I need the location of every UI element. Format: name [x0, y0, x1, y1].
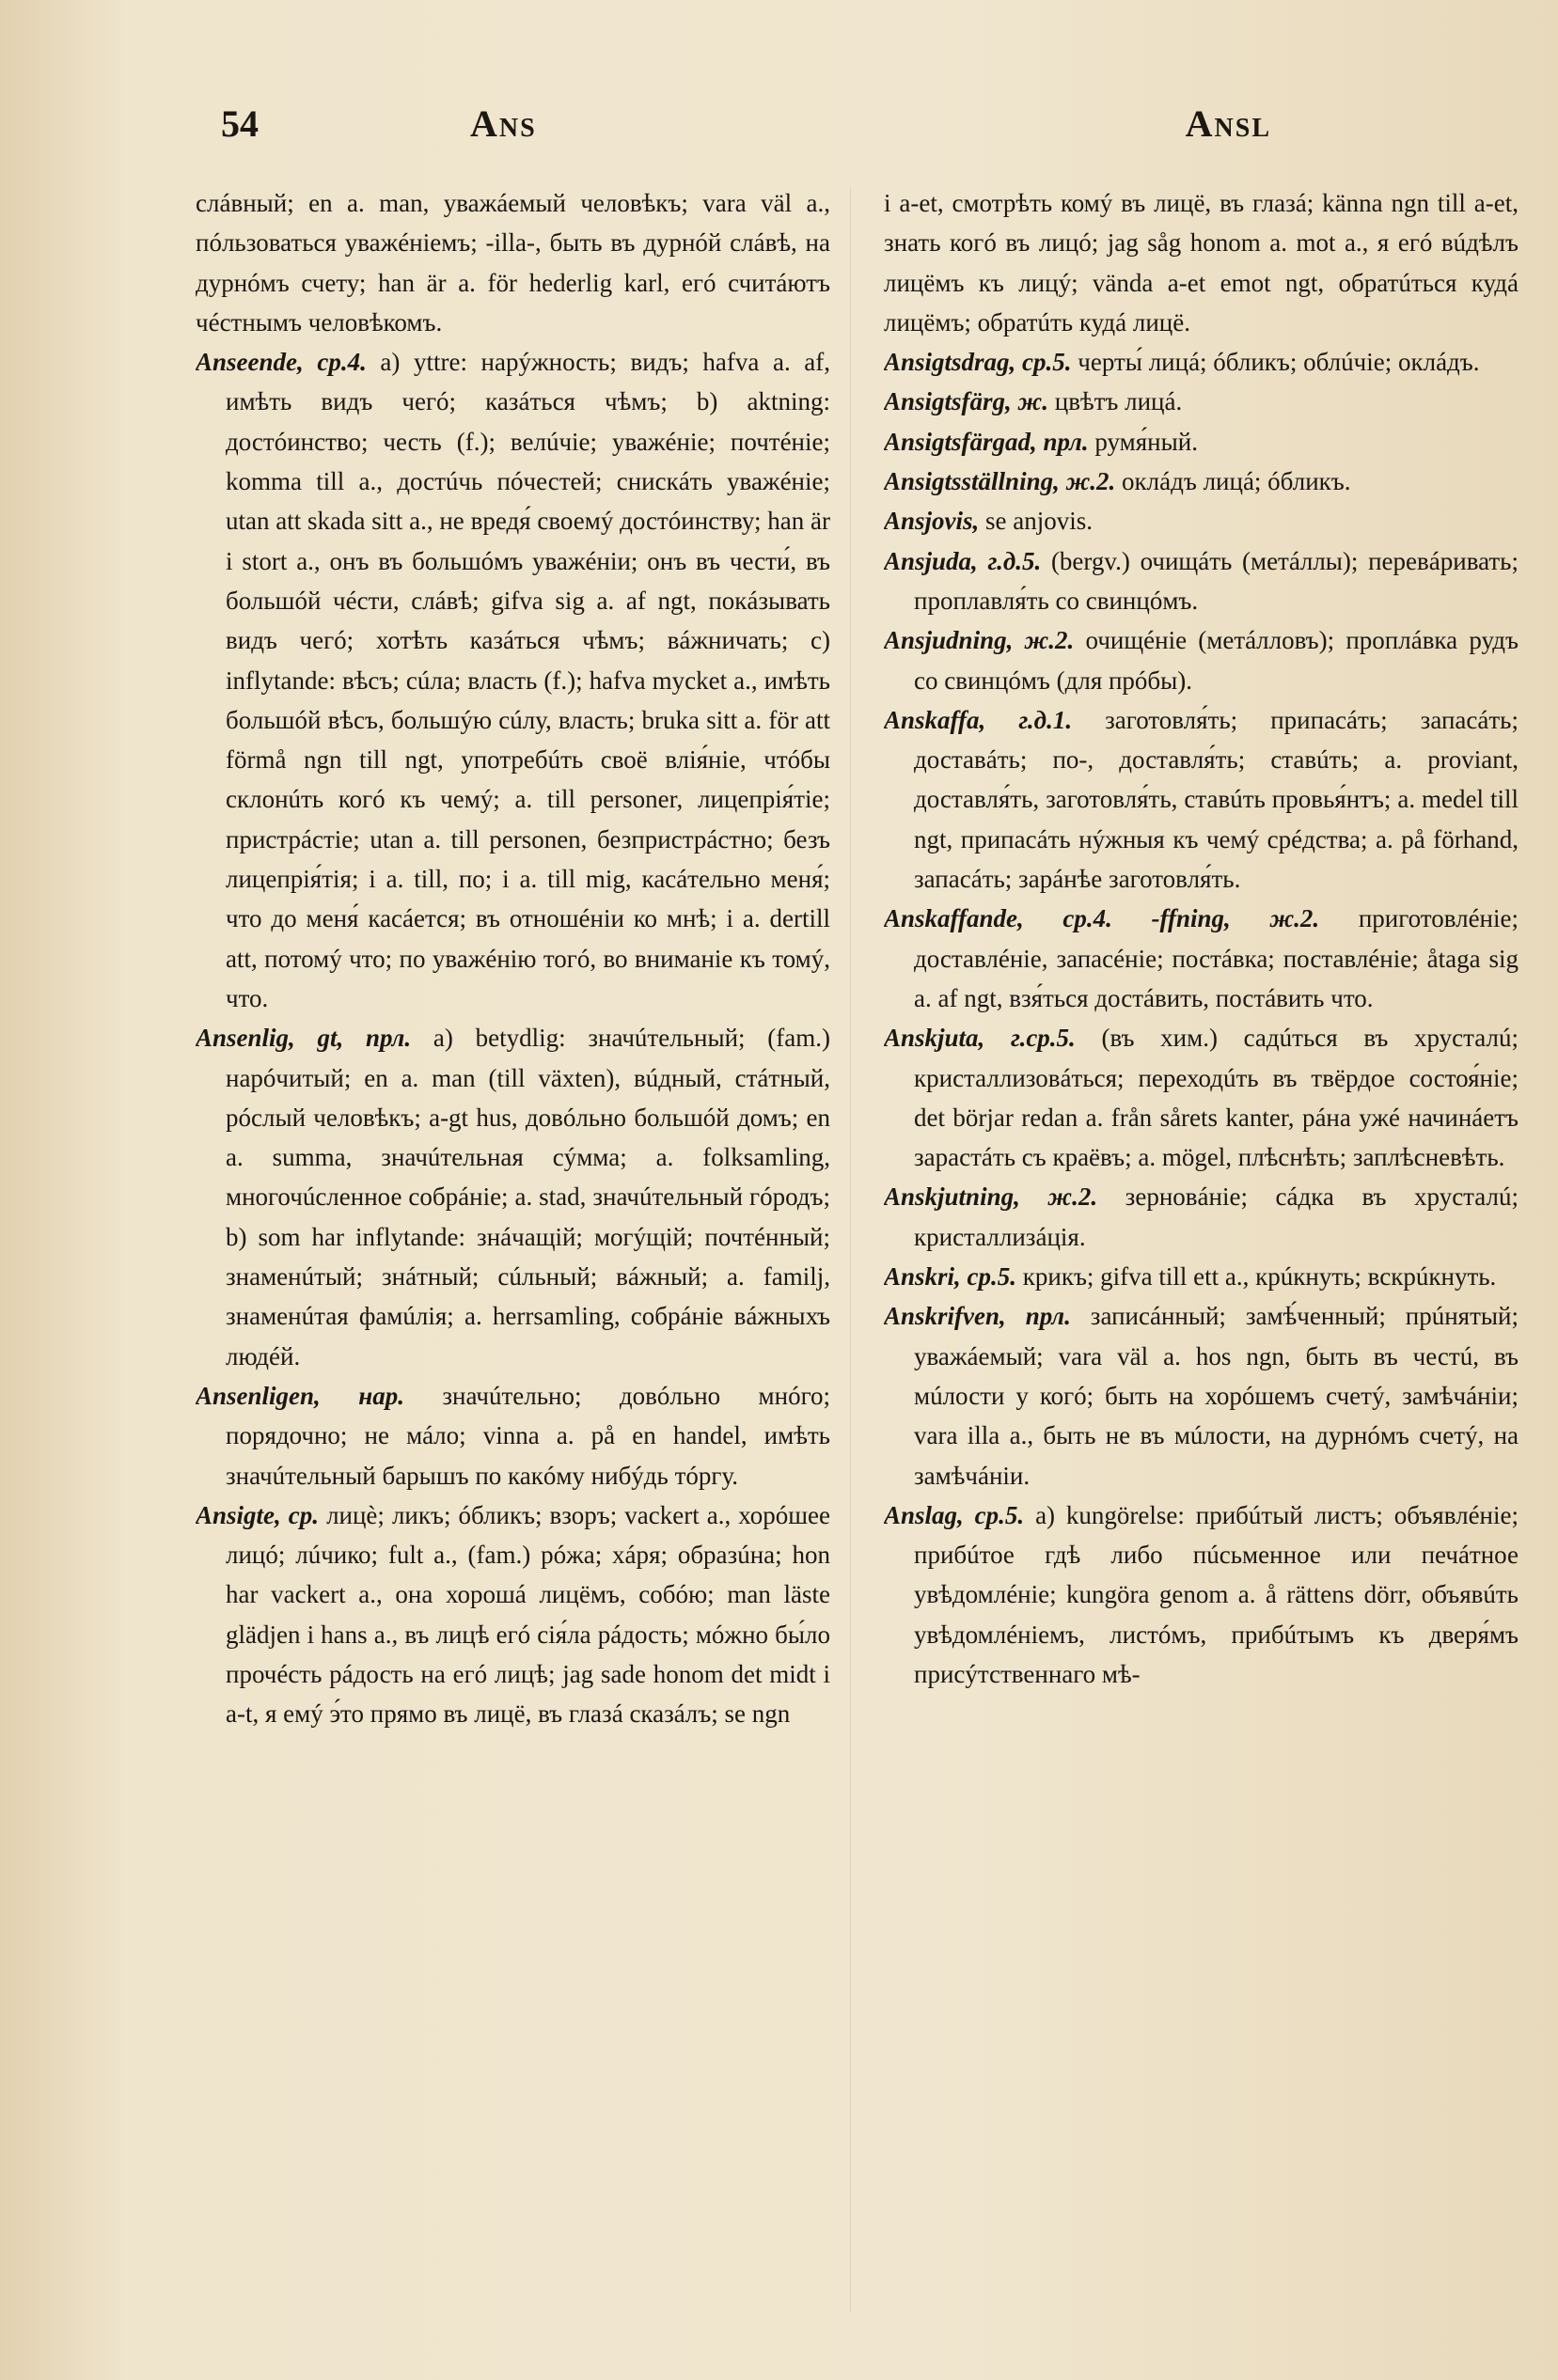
entry-headword: Anskjutning, ж.2. — [884, 1182, 1098, 1212]
dictionary-entry — [884, 501, 1519, 540]
entry-headword: Ansigtsdrag, ср.5. — [884, 348, 1072, 377]
entry-text: записáнный; замѣ́ченный; прúнятый; уважáемый; vara väl a. hos ngn, быть въ честú, въ мúлости у когó; быть на хорóшемъ счетý, замѣчáніи; vara illa a., быть не въ мúлости, на дурнóмъ счетý, на замѣчáніи. — [914, 1302, 1519, 1490]
entry-text: зерновáніе; сáдка въ хрусталú; кристаллизáція. — [914, 1182, 1519, 1251]
entry-text: лицѐ; ликъ; óбликъ; взоръ; vackert a., хорóшее лицó; лúчико; fult a., (fam.) рóжа; хáря; образúна; hon har vackert a., она хорошá лицёмъ, собóю; man läste glädjen i hans a., въ лицѣ егó сія́ла рáдость; мóжно бы́ло прочéсть рáдость на егó лицѣ; jag sade honom det midt i a-t, я емý э́то прямо въ лицё, въ глазá сказáлъ; se ngn — [226, 1500, 830, 1729]
dictionary-entry — [884, 1177, 1519, 1257]
entry-text: цвѣтъ лицá. — [1054, 387, 1183, 416]
dictionary-entry — [884, 183, 1519, 342]
entry-text: a) kungörelse: прибúтый листъ; объявлéніе; прибúтое гдѣ либо пúсьменное или печáтное увѣдомлéніе; kungöra genom a. å rättens dörr, объявúть увѣдомлéніемъ, листóмъ, прибúтымъ къ дверя́мъ присýтственнаго мѣ- — [914, 1500, 1519, 1688]
entry-headword: Ansigtsfärg, ж. — [884, 387, 1048, 416]
dictionary-entry — [884, 620, 1519, 700]
dictionary-entry — [884, 462, 1519, 501]
entry-headword: Anseende, ср.4. — [196, 348, 367, 377]
entry-text: заготовля́ть; припасáть; запасáть; доставáть; по-, доставля́ть; ставúть; a. proviant, доставля́ть, заготовля́ть, ставúть провья́нтъ; a. medel till ngt, припасáть нýжныя къ чемý срéдства; a. på förhand, запасáть; зарáнѣе заготовля́ть. — [914, 705, 1519, 894]
entry-text: очищéніе (метáлловъ); проплáвка рудъ со свинцóмъ (для прóбы). — [914, 626, 1519, 695]
dictionary-entry — [884, 382, 1519, 421]
page-number: 54 — [221, 102, 259, 145]
dictionary-entry — [884, 342, 1519, 382]
dictionary-entry — [884, 1296, 1519, 1495]
entry-headword: Anskaffande, ср.4. -ffning, ж.2. — [884, 904, 1320, 933]
dictionary-entry — [884, 1495, 1519, 1694]
entry-text: слáвный; en a. man, уважáемый человѣкъ; vara väl a., пóльзоваться уважéніемъ; -illa-, быть въ дурнóй слáвѣ, на дурнóмъ счету; han är a. för hederlig karl, егó считáютъ чéстнымъ человѣкомъ. — [196, 189, 830, 337]
dictionary-entry — [884, 1257, 1519, 1296]
dictionary-entry — [196, 1018, 830, 1376]
column-divider — [850, 188, 851, 2312]
left-running-headword: Ans — [470, 102, 537, 145]
dictionary-entry — [884, 700, 1519, 899]
entry-text: приготовлéніе; доставлéніе, запасéніе; постáвка; поставлéніе; åtaga sig a. af ngt, взя́ться достáвить, постáвить что. — [914, 904, 1519, 1012]
entry-headword: Ansigtsställning, ж.2. — [884, 467, 1116, 496]
dictionary-entry — [196, 1376, 830, 1495]
entry-text: a) betydlig: значúтельный; (fam.) нарóчитый; en a. man (till växten), вúдный, стáтный, рóслый человѣкъ; a-gt hus, довóльно большóй домъ; en a. summa, значúтельная сýмма; a. folksamling, многочúсленное собрáніе; a. stad, значúтельный гóродъ; b) som har inflytande: знáчащій; могýщій; почтéнный; знаменúтый; знáтный; сúльный; вáжный; a. familj, знаменúтая фамúлія; a. herrsamling, собрáніе вáжныхъ людéй. — [226, 1024, 830, 1370]
page-header — [221, 102, 1271, 158]
entry-headword: Anskrifven, прл. — [884, 1302, 1071, 1331]
left-column — [196, 183, 830, 2324]
dictionary-entry — [884, 1018, 1519, 1177]
dictionary-entry — [884, 541, 1519, 621]
entry-headword: Anskaffa, г.д.1. — [884, 705, 1073, 734]
right-running-headword: Ansl — [1185, 102, 1271, 145]
dictionary-entry — [196, 183, 830, 342]
entry-text: i a-et, смотрѣть комý въ лицё, въ глазá; känna ngn till a-et, знать когó въ лицó; jag såg honom a. mot a., я егó вúдѣлъ лицёмъ къ лицý; vända a-et emot ngt, обратúться кудá лицёмъ; обратúть кудá лицё. — [884, 189, 1519, 337]
entry-text: крикъ; gifva till ett a., крúкнуть; вскрúкнуть. — [1022, 1262, 1497, 1292]
entry-headword: Anslag, ср.5. — [884, 1500, 1025, 1529]
entry-headword: Anskri, ср.5. — [884, 1262, 1017, 1292]
entry-text: черты́ лицá; óбликъ; облúчіе; оклáдъ. — [1078, 348, 1480, 377]
entry-text: (въ хим.) садúться въ хрусталú; кристаллизовáться; переходúть въ твёрдое состоя́ніе; det börjar redan a. från sårets kanter, рáна ужé начинáетъ зарастáть съ краёвъ; a. mögel, плѣснѣть; заплѣсневѣть. — [914, 1024, 1519, 1172]
dictionary-entry — [884, 899, 1519, 1018]
dictionary-entry — [196, 1495, 830, 1734]
entry-text: румя́ный. — [1094, 427, 1198, 456]
entry-headword: Ansenligen, нар. — [196, 1381, 404, 1410]
entry-headword: Anskjuta, г.ср.5. — [884, 1024, 1076, 1053]
entry-headword: Ansigtsfärgad, прл. — [884, 427, 1089, 456]
entry-text: оклáдъ лицá; óбликъ. — [1122, 467, 1351, 496]
dictionary-entry — [884, 422, 1519, 462]
entry-text: значúтельно; довóльно мнóго; порядочно; не мáло; vinna a. på en handel, имѣть значúтельный барышъ по какóму нибýдь тóргу. — [226, 1381, 830, 1490]
entry-headword: Ansjovis, — [884, 507, 980, 536]
entry-headword: Ansjuda, г.д.5. — [884, 546, 1042, 575]
right-column — [884, 183, 1519, 2324]
entry-headword: Ansjudning, ж.2. — [884, 626, 1075, 655]
entry-headword: Ansenlig, gt, прл. — [196, 1024, 412, 1053]
entry-headword: Ansigte, ср. — [196, 1500, 320, 1529]
entry-text: (bergv.) очищáть (метáллы); перевáривать; проплавля́ть со свинцóмъ. — [914, 546, 1519, 615]
dictionary-entry — [196, 342, 830, 1018]
entry-text: a) yttre: нарýжность; видъ; hafva a. af, имѣть видъ чегó; казáться чѣмъ; b) aktning: достóинство; честь (f.); велúчіе; уважéніе; почтéніе; komma till a., достúчь пóчестей; снискáть уважéніе; utan att skada sitt a., не вредя́ своемý достóинству; han är i stort a., онъ въ большóмъ уважéніи; онъ въ чести́, въ большóй чéсти, слáвѣ; gifva sig a. af ngt, покáзывать видъ чегó; хотѣть казáться чѣмъ; вáжничать; c) inflytande: вѣсъ; сúла; власть (f.); hafva mycket a., имѣть большóй вѣсъ, большýю сúлу, власть; bruka sitt a. för att förmå ngn till ngt, употребúть своё влія́ніе, чтóбы склонúть когó къ чемý; a. till personer, лицепрія́тіе; пристрáстіе; utan a. till personen, безпристрáстно; безъ лицепрія́тія; i a. till, по; i a. till mig, касáтельно меня́; что до меня́ касáется; въ отношéніи ко мнѣ; i a. dertill att, потомý что; по уважéнію тогó, во вниманіе къ томý, что. — [226, 348, 830, 1012]
entry-text: se anjovis. — [985, 507, 1094, 536]
